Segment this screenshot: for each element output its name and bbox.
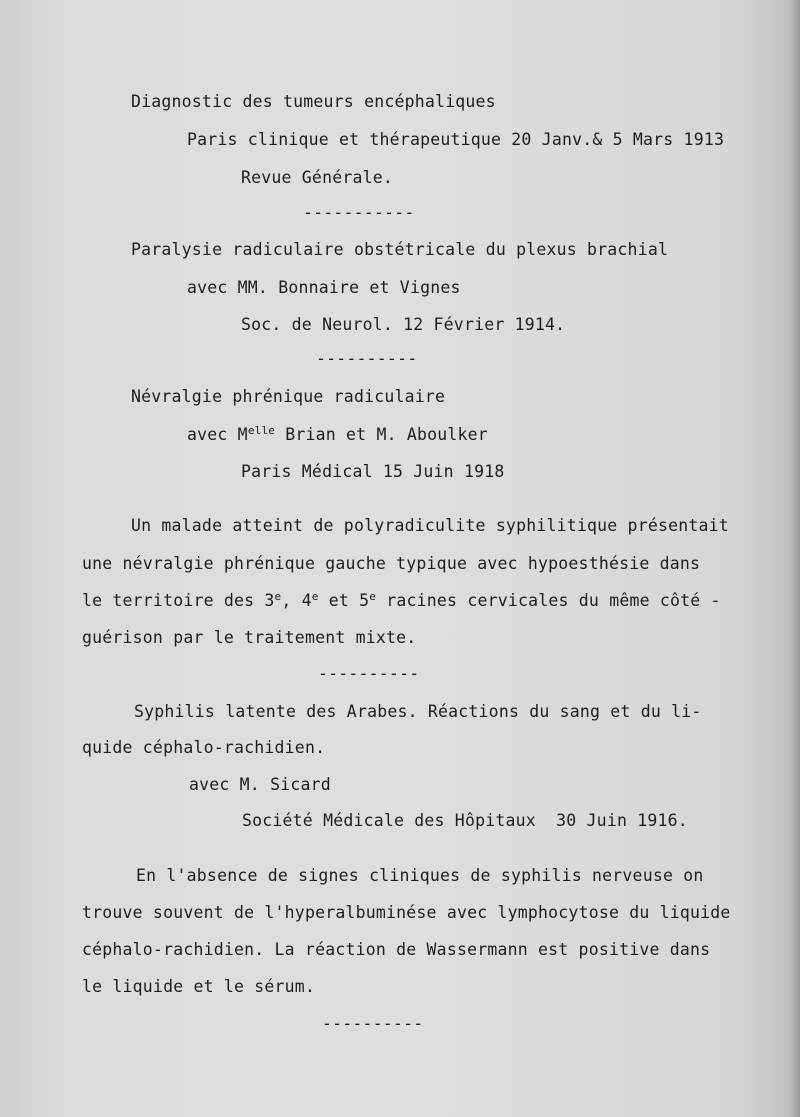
entry-4-summary-line-3: céphalo-rachidien. La réaction de Wassermann est positive dans	[82, 940, 711, 959]
entry-4-source: Société Médicale des Hôpitaux 30 Juin 1916.	[242, 811, 688, 830]
separator-4: ----------	[322, 1014, 424, 1033]
entry-2-title: Paralysie radiculaire obstétricale du plexus brachial	[131, 240, 669, 259]
entry-3-source: Paris Médical 15 Juin 1918	[241, 462, 505, 481]
entry-4-summary-line-1: En l'absence de signes cliniques de syphilis nerveuse on	[136, 866, 704, 885]
entry-1-source: Paris clinique et thérapeutique 20 Janv.& 5 Mars 1913	[187, 130, 725, 149]
entry-3-summary-line-4: guérison par le traitement mixte.	[82, 628, 417, 647]
entry-4-summary-line-2: trouve souvent de l'hyperalbuminése avec lymphocytose du liquide	[82, 903, 731, 922]
entry-3-authors: avec $M^{elle}$ Brian et M. Aboulker	[187, 424, 488, 444]
entry-2-source: Soc. de Neurol. 12 Février 1914.	[241, 315, 566, 334]
entry-3-summary-line-1: Un malade atteint de polyradiculite syphilitique présentait	[131, 516, 729, 535]
separator-2: ----------	[316, 349, 418, 368]
separator-1: -----------	[303, 203, 415, 222]
entry-4-summary-line-4: le liquide et le sérum.	[82, 977, 316, 996]
entry-4-title-line-1: Syphilis latente des Arabes. Réactions du sang et du li-	[134, 702, 702, 721]
entry-1-type: Revue Générale.	[241, 168, 394, 187]
entry-3-summary-line-3: le territoire des 3e, 4e et 5e racines cervicales du même côté -	[82, 590, 721, 610]
entry-2-authors: avec MM. Bonnaire et Vignes	[187, 278, 461, 297]
entry-3-title: Névralgie phrénique radiculaire	[131, 387, 446, 406]
entry-4-title-line-2: quide céphalo-rachidien.	[82, 738, 326, 757]
page-edge-shadow	[790, 0, 800, 1117]
separator-3: ----------	[318, 664, 420, 683]
entry-4-authors: avec M. Sicard	[189, 775, 331, 794]
entry-3-summary-line-2: une névralgie phrénique gauche typique avec hypoesthésie dans	[82, 554, 701, 573]
entry-1-title: Diagnostic des tumeurs encéphaliques	[131, 92, 496, 111]
